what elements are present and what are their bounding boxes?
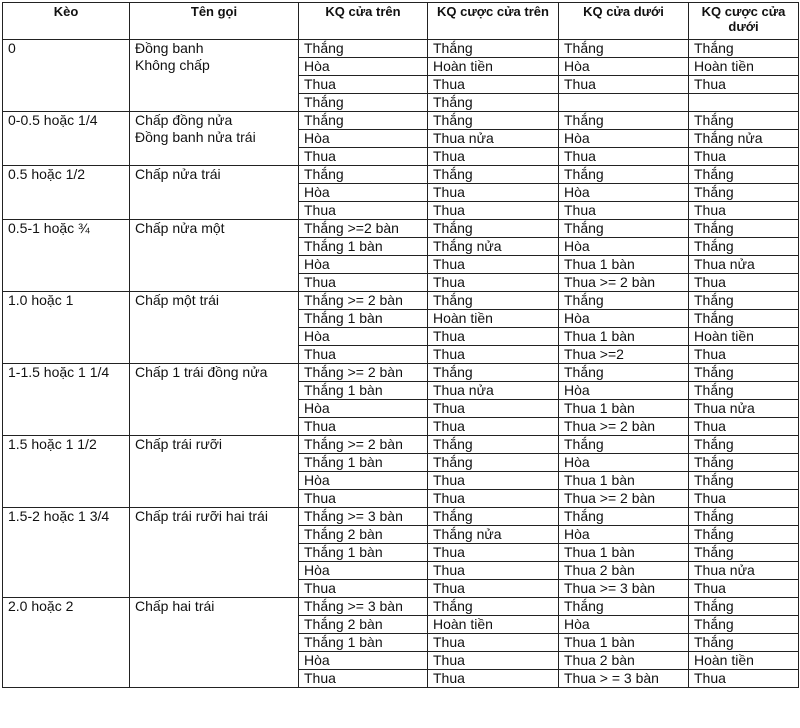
table-row <box>3 166 799 184</box>
bet-cua-duoi-cell: Thua nửa <box>689 256 799 274</box>
bet-cua-tren-cell: Thua <box>428 328 559 346</box>
bet-cua-duoi-cell: Hoàn tiền <box>689 652 799 670</box>
result-cua-tren-cell: Thua <box>299 148 428 166</box>
result-cua-duoi-cell: Hòa <box>559 184 689 202</box>
result-cua-tren-cell: Thua <box>299 274 428 292</box>
result-cua-tren-cell: Hòa <box>299 184 428 202</box>
result-cua-duoi-cell: Thắng <box>559 508 689 526</box>
bet-cua-tren-cell: Thắng <box>428 598 559 616</box>
result-cua-tren-cell: Thắng 1 bàn <box>299 544 428 562</box>
result-cua-duoi-cell: Thua >= 2 bàn <box>559 418 689 436</box>
bet-cua-duoi-cell: Thắng <box>689 634 799 652</box>
result-cua-duoi-cell <box>559 94 689 112</box>
bet-cua-duoi-cell: Thắng <box>689 544 799 562</box>
bet-cua-tren-cell: Thua <box>428 472 559 490</box>
result-cua-tren-cell: Thắng >= 2 bàn <box>299 292 428 310</box>
result-cua-duoi-cell: Thua <box>559 76 689 94</box>
keo-cell: 1.0 hoặc 1 <box>3 292 130 364</box>
result-cua-tren-cell: Hòa <box>299 328 428 346</box>
keo-cell: 0 <box>3 40 130 112</box>
result-cua-duoi-cell: Thua 1 bàn <box>559 634 689 652</box>
result-cua-duoi-cell: Thua > = 3 bàn <box>559 670 689 688</box>
result-cua-tren-cell: Thua <box>299 490 428 508</box>
bet-cua-tren-cell: Thắng <box>428 40 559 58</box>
keo-cell: 0.5 hoặc 1/2 <box>3 166 130 220</box>
bet-cua-tren-cell: Thua <box>428 76 559 94</box>
result-cua-tren-cell: Thắng <box>299 94 428 112</box>
bet-cua-tren-cell: Thua <box>428 274 559 292</box>
table-row <box>3 112 799 130</box>
bet-cua-tren-cell: Thua <box>428 562 559 580</box>
bet-cua-duoi-cell: Thắng <box>689 238 799 256</box>
ten-goi-cell: Chấp trái rưỡi hai trái <box>130 508 299 598</box>
result-cua-tren-cell: Thắng >= 2 bàn <box>299 436 428 454</box>
result-cua-tren-cell: Hòa <box>299 472 428 490</box>
bet-cua-duoi-cell: Hoàn tiền <box>689 328 799 346</box>
result-cua-tren-cell: Thắng <box>299 166 428 184</box>
result-cua-tren-cell: Hòa <box>299 58 428 76</box>
bet-cua-duoi-cell: Thua <box>689 76 799 94</box>
header-kq-cuoc-cua-tren: KQ cược cửa trên <box>428 3 559 40</box>
bet-cua-duoi-cell: Thua <box>689 670 799 688</box>
result-cua-duoi-cell: Thua >=2 <box>559 346 689 364</box>
bet-cua-duoi-cell: Thắng <box>689 526 799 544</box>
result-cua-tren-cell: Thắng 1 bàn <box>299 454 428 472</box>
bet-cua-duoi-cell: Thắng <box>689 184 799 202</box>
result-cua-duoi-cell: Hòa <box>559 526 689 544</box>
result-cua-tren-cell: Thắng 1 bàn <box>299 382 428 400</box>
bet-cua-duoi-cell: Thua <box>689 418 799 436</box>
keo-cell: 0.5-1 hoặc ¾ <box>3 220 130 292</box>
result-cua-tren-cell: Hòa <box>299 652 428 670</box>
keo-cell: 0-0.5 hoặc 1/4 <box>3 112 130 166</box>
bet-cua-tren-cell: Thắng <box>428 364 559 382</box>
result-cua-duoi-cell: Thua <box>559 148 689 166</box>
bet-cua-tren-cell: Thua <box>428 670 559 688</box>
result-cua-duoi-cell: Thắng <box>559 112 689 130</box>
bet-cua-tren-cell: Thua <box>428 652 559 670</box>
header-kq-cua-tren: KQ cửa trên <box>299 3 428 40</box>
bet-cua-tren-cell: Thắng <box>428 436 559 454</box>
bet-cua-tren-cell: Hoàn tiền <box>428 310 559 328</box>
result-cua-duoi-cell: Thua >= 2 bàn <box>559 490 689 508</box>
result-cua-tren-cell: Hòa <box>299 562 428 580</box>
result-cua-tren-cell: Thắng >= 3 bàn <box>299 508 428 526</box>
bet-cua-tren-cell: Thua <box>428 580 559 598</box>
bet-cua-duoi-cell: Thắng <box>689 112 799 130</box>
bet-cua-tren-cell: Thua nửa <box>428 382 559 400</box>
result-cua-duoi-cell: Thua 2 bàn <box>559 652 689 670</box>
result-cua-tren-cell: Thua <box>299 202 428 220</box>
table-row <box>3 436 799 454</box>
result-cua-duoi-cell: Thắng <box>559 292 689 310</box>
result-cua-duoi-cell: Thắng <box>559 220 689 238</box>
bet-cua-tren-cell: Thua <box>428 346 559 364</box>
result-cua-tren-cell: Thắng 1 bàn <box>299 310 428 328</box>
bet-cua-duoi-cell: Thắng <box>689 166 799 184</box>
result-cua-duoi-cell: Hòa <box>559 238 689 256</box>
bet-cua-tren-cell: Thắng nửa <box>428 238 559 256</box>
ten-goi-cell: Chấp đồng nửa Đồng banh nửa trái <box>130 112 299 166</box>
ten-goi-cell: Chấp trái rưỡi <box>130 436 299 508</box>
bet-cua-duoi-cell: Thắng <box>689 40 799 58</box>
result-cua-tren-cell: Hòa <box>299 400 428 418</box>
table-row <box>3 220 799 238</box>
bet-cua-duoi-cell: Thắng <box>689 382 799 400</box>
keo-cell: 1-1.5 hoặc 1 1/4 <box>3 364 130 436</box>
bet-cua-duoi-cell: Thua <box>689 490 799 508</box>
ten-goi-cell: Chấp nửa trái <box>130 166 299 220</box>
ten-goi-cell: Đồng banh Không chấp <box>130 40 299 112</box>
result-cua-duoi-cell: Hòa <box>559 130 689 148</box>
table-body <box>3 40 799 688</box>
result-cua-duoi-cell: Hòa <box>559 616 689 634</box>
keo-cell: 2.0 hoặc 2 <box>3 598 130 688</box>
bet-cua-duoi-cell: Thắng <box>689 472 799 490</box>
bet-cua-duoi-cell <box>689 94 799 112</box>
result-cua-tren-cell: Hòa <box>299 256 428 274</box>
result-cua-tren-cell: Thắng >= 3 bàn <box>299 598 428 616</box>
table-row <box>3 508 799 526</box>
result-cua-duoi-cell: Thua <box>559 202 689 220</box>
result-cua-duoi-cell: Hòa <box>559 454 689 472</box>
result-cua-duoi-cell: Thắng <box>559 364 689 382</box>
bet-cua-tren-cell: Hoàn tiền <box>428 616 559 634</box>
ten-goi-cell: Chấp một trái <box>130 292 299 364</box>
bet-cua-tren-cell: Thua nửa <box>428 130 559 148</box>
handicap-table <box>2 2 799 688</box>
bet-cua-duoi-cell: Thắng <box>689 364 799 382</box>
result-cua-duoi-cell: Thua 1 bàn <box>559 544 689 562</box>
result-cua-tren-cell: Thua <box>299 418 428 436</box>
bet-cua-duoi-cell: Thắng <box>689 310 799 328</box>
keo-cell: 1.5 hoặc 1 1/2 <box>3 436 130 508</box>
bet-cua-duoi-cell: Thua <box>689 274 799 292</box>
bet-cua-duoi-cell: Thắng <box>689 598 799 616</box>
bet-cua-tren-cell: Thắng <box>428 166 559 184</box>
ten-goi-cell: Chấp hai trái <box>130 598 299 688</box>
bet-cua-duoi-cell: Thua <box>689 580 799 598</box>
result-cua-duoi-cell: Thắng <box>559 166 689 184</box>
bet-cua-tren-cell: Thắng nửa <box>428 526 559 544</box>
header-kq-cuoc-cua-duoi: KQ cược cửa dưới <box>689 3 799 40</box>
bet-cua-tren-cell: Thua <box>428 418 559 436</box>
bet-cua-duoi-cell: Thua nửa <box>689 400 799 418</box>
result-cua-tren-cell: Thua <box>299 346 428 364</box>
bet-cua-tren-cell: Hoàn tiền <box>428 58 559 76</box>
result-cua-tren-cell: Thắng <box>299 112 428 130</box>
result-cua-tren-cell: Thắng 1 bàn <box>299 238 428 256</box>
result-cua-duoi-cell: Hòa <box>559 58 689 76</box>
bet-cua-tren-cell: Thua <box>428 184 559 202</box>
bet-cua-tren-cell: Thắng <box>428 292 559 310</box>
result-cua-tren-cell: Thắng >= 2 bàn <box>299 364 428 382</box>
table-row <box>3 364 799 382</box>
ten-goi-cell: Chấp 1 trái đồng nửa <box>130 364 299 436</box>
result-cua-duoi-cell: Thua 1 bàn <box>559 256 689 274</box>
result-cua-tren-cell: Thua <box>299 580 428 598</box>
table-row <box>3 598 799 616</box>
result-cua-duoi-cell: Thua 2 bàn <box>559 562 689 580</box>
bet-cua-tren-cell: Thua <box>428 634 559 652</box>
bet-cua-tren-cell: Thắng <box>428 508 559 526</box>
result-cua-tren-cell: Thắng >=2 bàn <box>299 220 428 238</box>
bet-cua-duoi-cell: Thắng <box>689 616 799 634</box>
bet-cua-duoi-cell: Thắng nửa <box>689 130 799 148</box>
result-cua-tren-cell: Thắng 1 bàn <box>299 634 428 652</box>
result-cua-duoi-cell: Thua >= 3 bàn <box>559 580 689 598</box>
result-cua-tren-cell: Thắng 2 bàn <box>299 616 428 634</box>
bet-cua-tren-cell: Thua <box>428 148 559 166</box>
bet-cua-tren-cell: Thắng <box>428 454 559 472</box>
result-cua-duoi-cell: Thắng <box>559 436 689 454</box>
bet-cua-duoi-cell: Thắng <box>689 436 799 454</box>
bet-cua-tren-cell: Thua <box>428 256 559 274</box>
result-cua-duoi-cell: Thua >= 2 bàn <box>559 274 689 292</box>
bet-cua-duoi-cell: Hoàn tiền <box>689 58 799 76</box>
result-cua-duoi-cell: Hòa <box>559 310 689 328</box>
bet-cua-tren-cell: Thua <box>428 400 559 418</box>
header-ten-goi: Tên gọi <box>130 3 299 40</box>
bet-cua-duoi-cell: Thắng <box>689 508 799 526</box>
bet-cua-tren-cell: Thắng <box>428 112 559 130</box>
header-row <box>3 3 799 40</box>
bet-cua-tren-cell: Thua <box>428 490 559 508</box>
result-cua-tren-cell: Thua <box>299 76 428 94</box>
bet-cua-duoi-cell: Thua <box>689 202 799 220</box>
bet-cua-tren-cell: Thua <box>428 544 559 562</box>
header-keo: Kèo <box>3 3 130 40</box>
keo-cell: 1.5-2 hoặc 1 3/4 <box>3 508 130 598</box>
table-row <box>3 40 799 58</box>
bet-cua-duoi-cell: Thua nửa <box>689 562 799 580</box>
result-cua-duoi-cell: Thua 1 bàn <box>559 400 689 418</box>
result-cua-duoi-cell: Thắng <box>559 598 689 616</box>
bet-cua-tren-cell: Thắng <box>428 94 559 112</box>
bet-cua-duoi-cell: Thắng <box>689 454 799 472</box>
bet-cua-duoi-cell: Thua <box>689 148 799 166</box>
result-cua-tren-cell: Hòa <box>299 130 428 148</box>
header-kq-cua-duoi: KQ cửa dưới <box>559 3 689 40</box>
bet-cua-duoi-cell: Thắng <box>689 220 799 238</box>
result-cua-tren-cell: Thắng 2 bàn <box>299 526 428 544</box>
result-cua-duoi-cell: Thắng <box>559 40 689 58</box>
table-header <box>3 3 799 40</box>
result-cua-duoi-cell: Thua 1 bàn <box>559 472 689 490</box>
ten-goi-cell: Chấp nửa một <box>130 220 299 292</box>
result-cua-tren-cell: Thắng <box>299 40 428 58</box>
table-row <box>3 292 799 310</box>
bet-cua-duoi-cell: Thua <box>689 346 799 364</box>
bet-cua-tren-cell: Thắng <box>428 220 559 238</box>
result-cua-duoi-cell: Thua 1 bàn <box>559 328 689 346</box>
result-cua-tren-cell: Thua <box>299 670 428 688</box>
result-cua-duoi-cell: Hòa <box>559 382 689 400</box>
bet-cua-tren-cell: Thua <box>428 202 559 220</box>
bet-cua-duoi-cell: Thắng <box>689 292 799 310</box>
